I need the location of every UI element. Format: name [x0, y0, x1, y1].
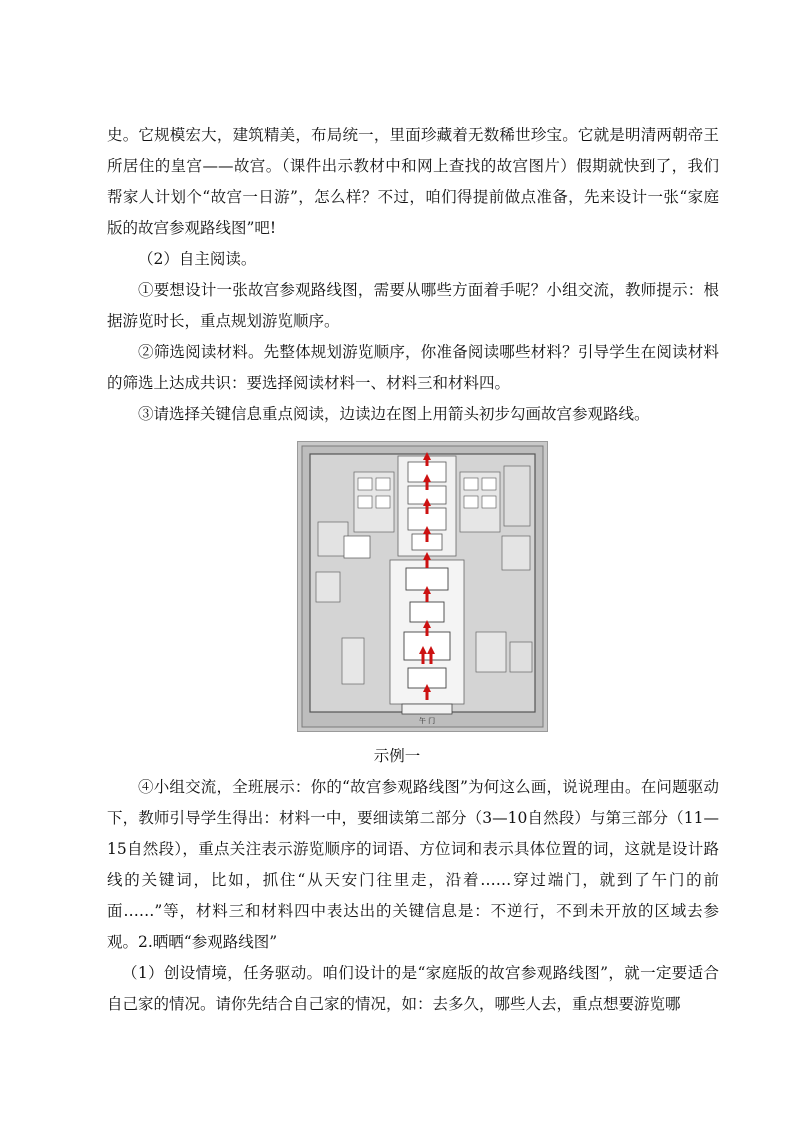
paragraph-4: ②筛选阅读材料。先整体规划游览顺序，你准备阅读哪些材料？引导学生在阅读材料的筛选上达成共识：要选择阅读材料一、材料三和材料四。 [107, 343, 719, 392]
paragraph-5: ③请选择关键信息重点阅读，边读边在图上用箭头初步勾画故宫参观路线。 [138, 405, 650, 423]
gate-label: 午 门 [418, 717, 436, 725]
section-heading-2: 2.晒晒“参观路线图” [138, 933, 278, 951]
map-svg [298, 442, 547, 731]
figure-caption: 示例一 [373, 747, 421, 765]
paragraph-2: （2）自主阅读。 [138, 250, 257, 268]
paragraph-1: 史。它规模宏大，建筑精美，布局统一，里面珍藏着无数稀世珍宝。它就是明清两朝帝王所居住的皇宫——故宫。（课件出示教材中和网上查找的故宫图片）假期就快到了，我们帮家人计划个“故宫一日游”，怎么样？不过，咱们得提前做点准备，先来设计一张“家庭版的故宫参观路线图”吧! [107, 126, 719, 237]
forbidden-city-route-map [297, 441, 548, 732]
paragraph-3: ①要想设计一张故宫参观路线图，需要从哪些方面着手呢？小组交流，教师提示：根据游览时长，重点规划游览顺序。 [107, 281, 719, 330]
paragraph-6: ④小组交流，全班展示：你的“故宫参观路线图”为何这么画，说说理由。在问题驱动下，教师引导学生得出：材料一中，要细读第二部分（3—10自然段）与第三部分（11—15自然段），重点关注表示游览顺序的词语、方位词和表示具体位置的词，这就是设计路线的关键词，比如，抓住“从天安门往里走，沿着……穿过端门，就到了午门的前面……”等，材料三和材料四中表达出的关键信息是：不逆行，不到未开放的区域去参观。 [107, 778, 719, 951]
paragraph-7: （1）创设情境，任务驱动。咱们设计的是“家庭版的故宫参观路线图”，就一定要适合自己家的情况。请你先结合自己家的情况，如：去多久，哪些人去，重点想要游览哪 [107, 964, 719, 1013]
